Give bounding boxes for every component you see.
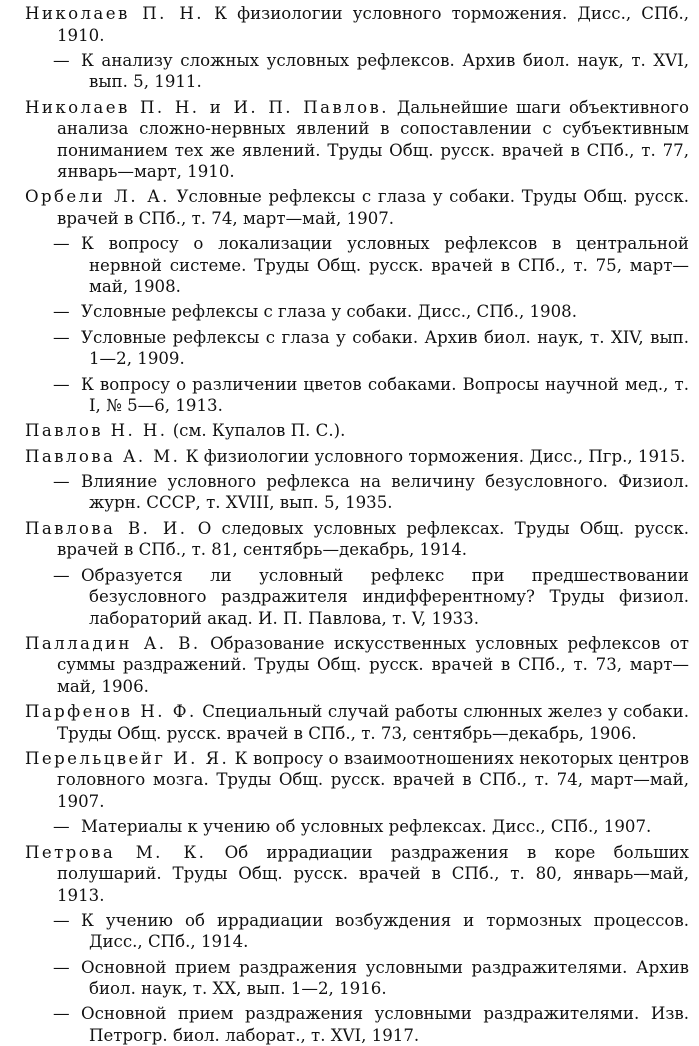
bibliography-subentry: [25, 471, 689, 514]
bibliography-subentry: [25, 50, 689, 93]
entry-text: Образуется ли условный рефлекс при предшествовании безусловного раздражителя индифферентному? Труды физиол. лабораторий акад. И. П. Павлова, т. V, 1933.: [81, 565, 689, 628]
bibliography-subentry: [25, 957, 689, 1000]
entry-text: Условные рефлексы с глаза у собаки. Дисс., СПб., 1908.: [81, 302, 578, 322]
bibliography-entry: [25, 186, 689, 229]
entry-text: О следовых условных рефлексах. Труды Общ. русск. врачей в СПб., т. 81, сентябрь—декабрь, 1914.: [57, 518, 689, 560]
bibliography-entry: [25, 633, 689, 698]
entry-dash: —: [53, 374, 70, 394]
entry-text: Условные рефлексы с глаза у собаки. Труды Общ. русск. врачей в СПб., т. 74, март—май, 1907.: [57, 187, 689, 228]
entry-text: К физиологии условного торможения. Дисс., СПб., 1910.: [57, 4, 689, 45]
entry-text: К анализу сложных условных рефлексов. Архив биол. наук, т. XVI, вып. 5, 1911.: [81, 50, 689, 92]
bibliography-list: [25, 3, 689, 1046]
entry-author: Перельцвейг И. Я.: [25, 748, 230, 768]
entry-text: К физиологии условного торможения. Дисс., Пгр., 1915.: [180, 446, 686, 466]
bibliography-entry: [25, 3, 689, 46]
entry-text: Условные рефлексы с глаза у собаки. Архив биол. наук, т. XIV, вып. 1—2, 1909.: [81, 327, 689, 369]
entry-text: Основной прием раздражения условными раздражителями. Изв. Петрогр. биол. лаборат., т. XVI, 1917.: [81, 1004, 689, 1045]
bibliography-entry: [25, 748, 689, 813]
entry-text: Влияние условного рефлекса на величину безусловного. Физиол. журн. СССР, т. XVIII, вып. 5, 1935.: [81, 471, 689, 513]
bibliography-subentry: [25, 910, 689, 953]
entry-text: Основной прием раздражения условными раздражителями. Архив биол. наук, т. XX, вып. 1—2, 1916.: [81, 957, 689, 999]
entry-text: К вопросу о локализации условных рефлексов в центральной нервной системе. Труды Общ. русск. врачей в СПб., т. 75, март—май, 1908.: [81, 234, 689, 297]
bibliography-subentry: [25, 565, 689, 630]
entry-author: Павлов Н. Н.: [25, 421, 168, 441]
entry-dash: —: [53, 817, 70, 837]
bibliography-entry: [25, 518, 689, 561]
entry-author: Петрова М. К.: [25, 842, 207, 862]
entry-text: Образование искусственных условных рефлексов от суммы раздражений. Труды Общ. русск. врачей в СПб., т. 73, март—май, 1906.: [57, 633, 689, 696]
bibliography-subentry: [25, 374, 689, 417]
bibliography-entry: [25, 842, 689, 907]
entry-dash: —: [53, 910, 70, 930]
entry-dash: —: [53, 471, 70, 491]
entry-author: Палладин А. В.: [25, 633, 201, 653]
bibliography-entry: [25, 420, 689, 442]
entry-dash: —: [53, 234, 70, 254]
entry-author: Парфенов Н. Ф.: [25, 702, 197, 722]
entry-dash: —: [53, 565, 70, 585]
entry-text: Специальный случай работы слюнных желез у собаки. Труды Общ. русск. врачей в СПб., т. 73, сентябрь—декабрь, 1906.: [57, 702, 689, 743]
entry-text: К вопросу о взаимоотношениях некоторых центров головного мозга. Труды Общ. русск. врачей в СПб., т. 74, март—май, 1907.: [57, 748, 690, 811]
bibliography-entry: [25, 446, 689, 468]
entry-text: Об иррадиации раздражения в коре больших полушарий. Труды Общ. русск. врачей в СПб., т. 80, январь—май, 1913.: [57, 842, 689, 905]
bibliography-subentry: [25, 1003, 689, 1046]
entry-author: Орбели Л. А.: [25, 187, 170, 207]
bibliography-subentry: [25, 816, 689, 838]
entry-author: Николаев П. Н. и И. П. Павлов.: [25, 97, 389, 117]
entry-dash: —: [53, 327, 70, 347]
entry-dash: —: [53, 302, 70, 322]
entry-text: К учению об иррадиации возбуждения и тормозных процессов. Дисс., СПб., 1914.: [81, 910, 689, 952]
bibliography-subentry: [25, 301, 689, 323]
entry-author: Павлова В. И.: [25, 518, 188, 538]
bibliography-entry: [25, 701, 689, 744]
entry-text: (см. Купалов П. С.).: [167, 421, 346, 441]
entry-text: Материалы к учению об условных рефлексах. Дисс., СПб., 1907.: [81, 817, 652, 837]
entry-author: Николаев П. Н.: [25, 4, 204, 23]
entry-text: К вопросу о различении цветов собаками. Вопросы научной мед., т. I, № 5—6, 1913.: [81, 374, 689, 416]
entry-dash: —: [53, 50, 70, 70]
bibliography-subentry: [25, 327, 689, 370]
entry-dash: —: [53, 957, 70, 977]
entry-author: Павлова А. М.: [25, 446, 181, 466]
bibliography-entry: [25, 97, 689, 183]
bibliography-subentry: [25, 233, 689, 298]
entry-dash: —: [53, 1004, 70, 1024]
entry-text: Дальнейшие шаги объективного анализа сложно-нервных явлений в сопоставлении с субъективным пониманием тех же явлений. Труды Общ. русск. врачей в СПб., т. 77, январь—март, 1910.: [57, 97, 689, 182]
